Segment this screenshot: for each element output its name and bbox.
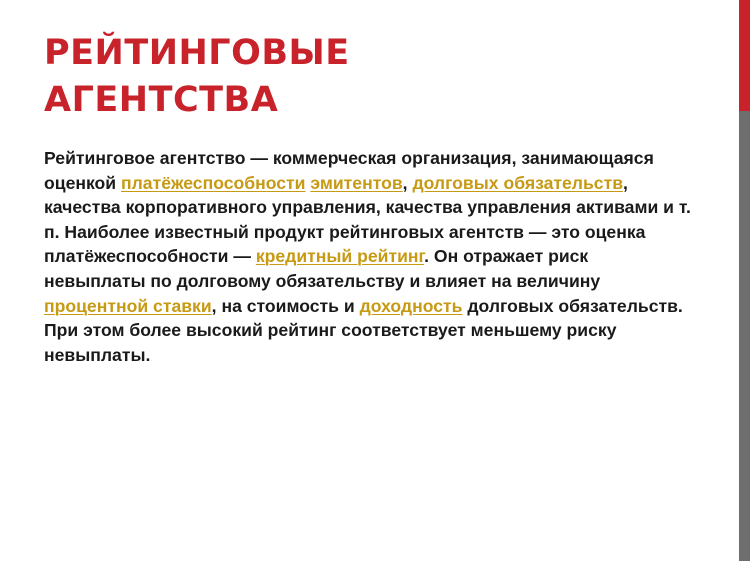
inline-link[interactable]: процентной ставки bbox=[44, 295, 212, 316]
slide-title bbox=[44, 30, 684, 124]
body-paragraph bbox=[44, 146, 694, 367]
paragraph-text: , bbox=[402, 172, 413, 193]
paragraph-text: Рейтинговое агентство — коммерческая организация, занимающаяся оценкой bbox=[44, 148, 654, 193]
accent-bar-top bbox=[739, 0, 750, 111]
inline-link[interactable]: эмитентов bbox=[310, 172, 403, 193]
slide-title-line2: АГЕНТСТВА bbox=[44, 80, 279, 120]
inline-link[interactable]: доходность bbox=[359, 295, 463, 316]
accent-bar-bottom bbox=[739, 111, 750, 561]
paragraph-text: , на стоимость и bbox=[211, 295, 360, 316]
paragraph-text: . Он отражает риск невыплаты по долговому обязательству и влияет на величину bbox=[44, 246, 601, 291]
inline-link[interactable]: долговых обязательств bbox=[412, 172, 624, 193]
paragraph-text: , качества корпоративного управления, качества управления активами и т. п. Наиболее известный продукт рейтинговых агентств — это оценка платёжеспособности — bbox=[44, 172, 691, 267]
paragraph-text: долговых обязательств. При этом более высокий рейтинг соответствует меньшему риску невыплаты. bbox=[44, 295, 683, 365]
inline-link[interactable]: платёжеспособности bbox=[121, 172, 306, 193]
slide-title-line1: РЕЙТИНГОВЫЕ bbox=[44, 33, 350, 73]
inline-link[interactable]: кредитный рейтинг bbox=[255, 246, 425, 267]
